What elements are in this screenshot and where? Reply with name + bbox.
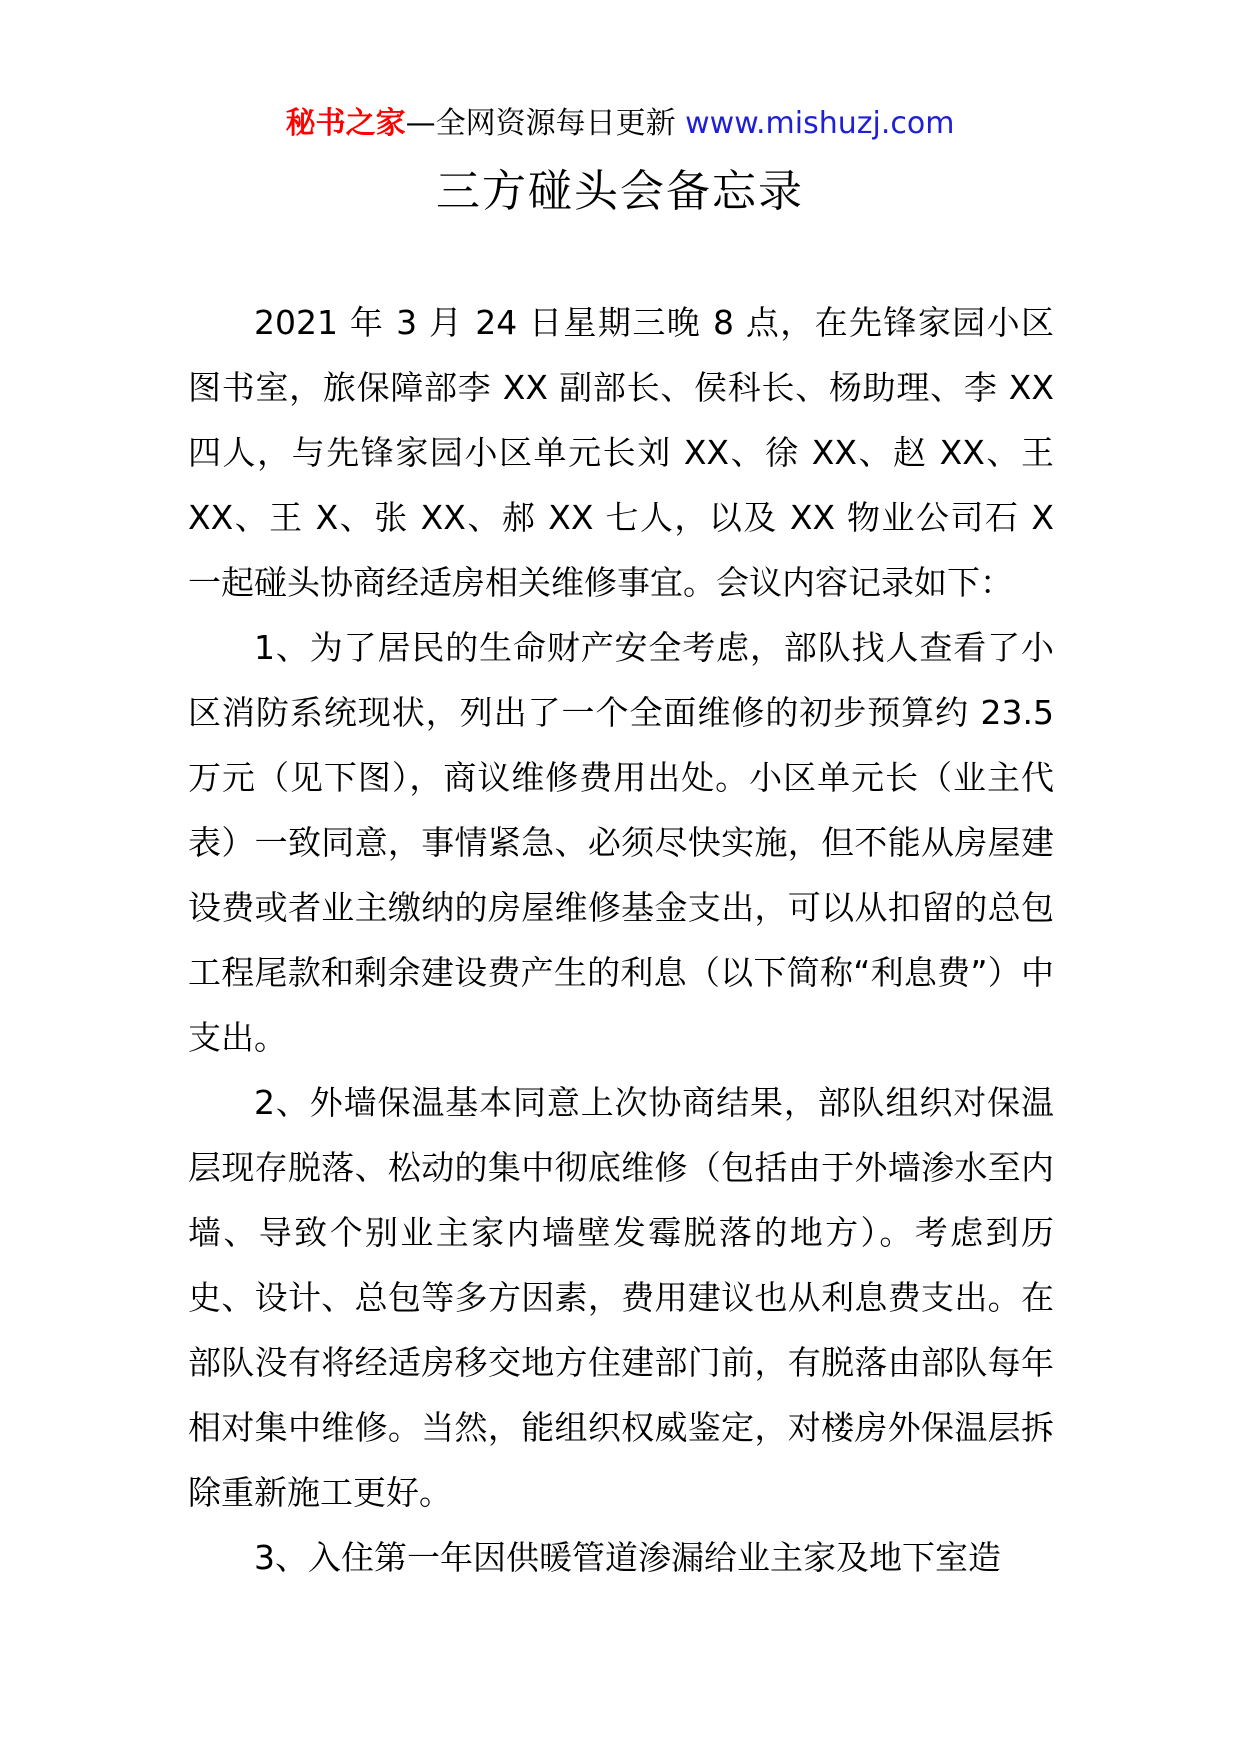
document-body: [188, 290, 1054, 1590]
site-brand: 秘书之家: [285, 106, 406, 141]
item-3-paragraph: 3、入住第一年因供暖管道渗漏给业主家及地下室造: [254, 1538, 1001, 1577]
site-slogan: —全网资源每日更新: [405, 106, 686, 141]
document-title: 三方碰头会备忘录: [436, 166, 804, 217]
site-url-link[interactable]: www.mishuzj.com: [685, 106, 955, 141]
intro-paragraph: 2021 年 3 月 24 日星期三晚 8 点，在先锋家园小区图书室，旅保障部李 XX 副部长、侯科长、杨助理、李 XX 四人，与先锋家园小区单元长刘 XX、徐 XX、赵 XX、王 XX、王 X、张 XX、郝 XX 七人，以及 XX 物业公司石 X 一起碰头协商经适房相关维修事宜。会议内容记录如下：: [188, 303, 1054, 602]
item-2-paragraph: 2、外墙保温基本同意上次协商结果，部队组织对保温层现存脱落、松动的集中彻底维修（包括由于外墙渗水至内墙、导致个别业主家内墙壁发霉脱落的地方）。考虑到历史、设计、总包等多方因素，费用建议也从利息费支出。在部队没有将经适房移交地方住建部门前，有脱落由部队每年相对集中维修。当然，能组织权威鉴定，对楼房外保温层拆除重新施工更好。: [188, 1083, 1054, 1512]
site-header: [0, 100, 1240, 148]
item-1-paragraph: 1、为了居民的生命财产安全考虑，部队找人查看了小区消防系统现状，列出了一个全面维修的初步预算约 23.5 万元（见下图），商议维修费用出处。小区单元长（业主代表）一致同意，事情紧急、必须尽快实施，但不能从房屋建设费或者业主缴纳的房屋维修基金支出，可以从扣留的总包工程尾款和剩余建设费产生的利息（以下简称“利息费”）中支出。: [188, 628, 1054, 1057]
